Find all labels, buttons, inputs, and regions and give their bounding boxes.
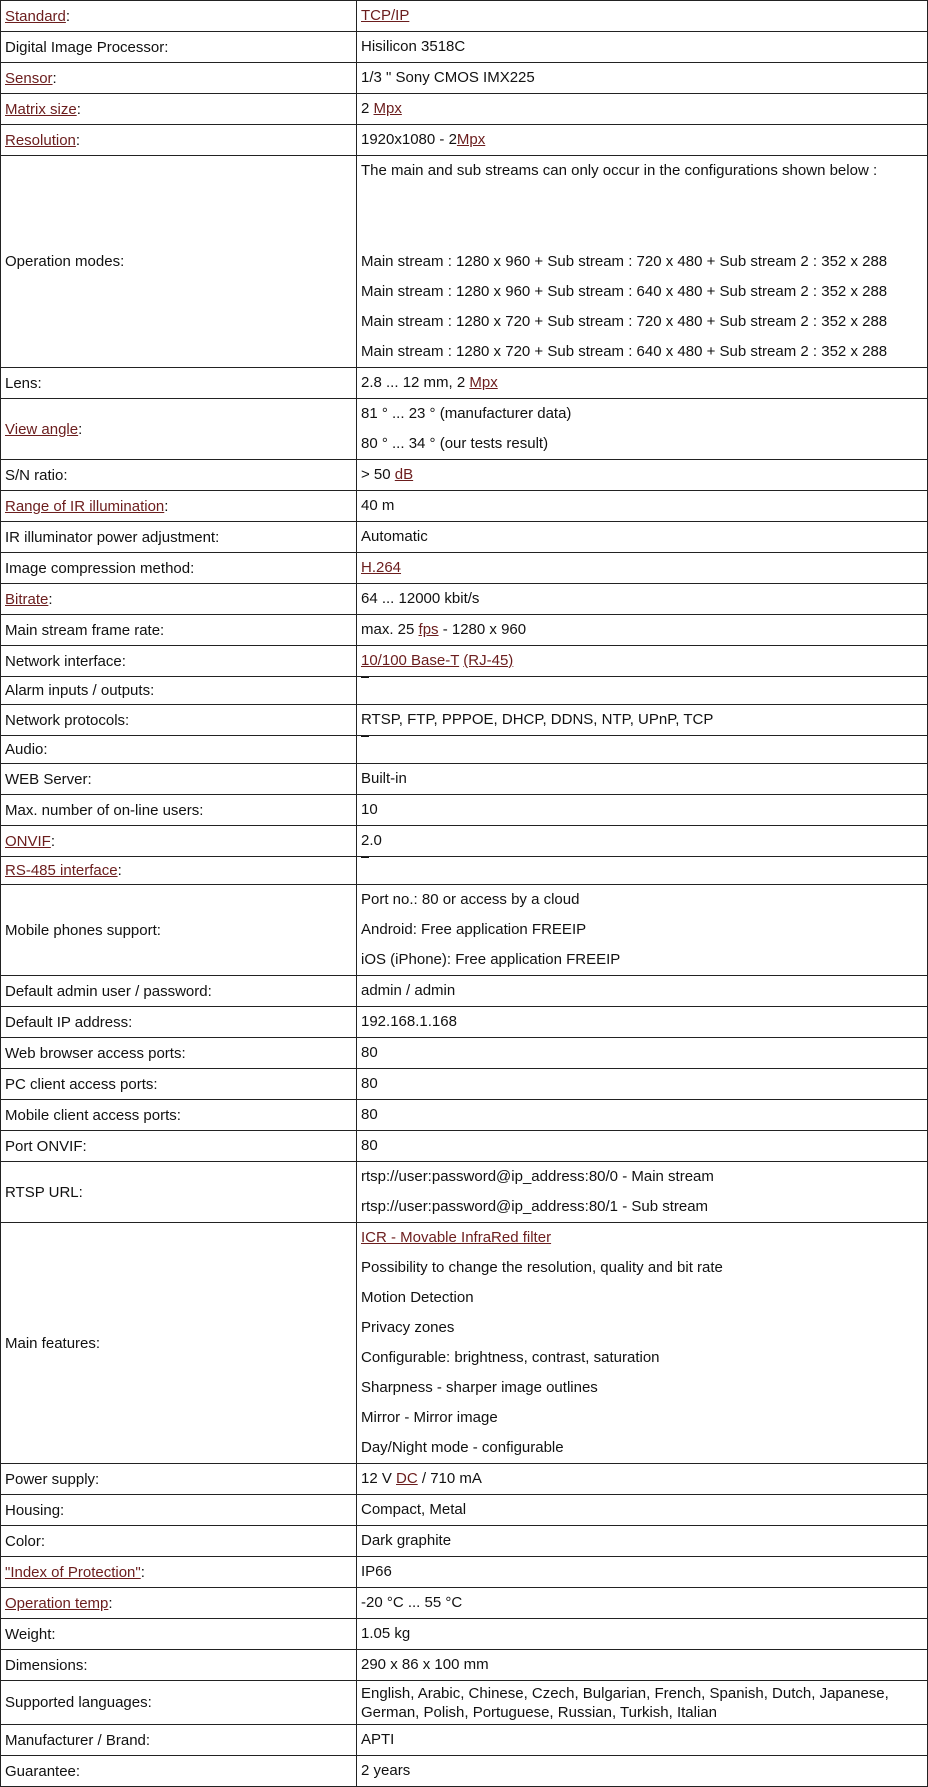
spec-row-web-browser-access-ports	[1, 1038, 928, 1069]
spec-value-line	[361, 705, 923, 735]
spec-label-suffix: :	[117, 862, 122, 879]
spec-label: Weight:	[5, 1625, 56, 1643]
spec-label-cell	[1, 553, 357, 584]
spec-row-operation-modes	[1, 156, 928, 368]
spec-label: Port ONVIF:	[5, 1137, 87, 1155]
spec-label-cell	[1, 885, 357, 976]
spec-label-cell	[1, 1038, 357, 1069]
spec-label-cell	[1, 795, 357, 826]
spec-value-text: APTI	[361, 1731, 395, 1748]
spec-value-cell	[357, 1007, 928, 1038]
spec-value-line	[361, 1162, 923, 1192]
spec-row-standard	[1, 1, 928, 32]
spec-value-text: Android: Free application FREEIP	[361, 921, 587, 938]
spec-label-link[interactable]: View angle	[5, 420, 79, 438]
spec-value-text: 2.0	[361, 832, 382, 849]
spec-label: RTSP URL:	[5, 1183, 83, 1201]
spec-label-link[interactable]: Sensor	[5, 69, 53, 87]
spec-label-cell	[1, 63, 357, 94]
spec-value-text: 10	[361, 801, 378, 818]
spec-value-line	[361, 885, 923, 915]
spec-value-text: Main stream : 1280 x 720 + Sub stream : 720 x 480 + Sub stream 2 : 352 x 288	[361, 313, 888, 330]
spec-label-cell	[1, 368, 357, 399]
spec-label: Web browser access ports:	[5, 1044, 186, 1062]
spec-value-cell	[357, 63, 928, 94]
line-gap	[361, 186, 923, 247]
spec-label: Color:	[5, 1532, 46, 1550]
spec-value-line	[361, 615, 923, 645]
spec-value-line	[361, 1433, 923, 1463]
spec-label: Operation modes:	[5, 253, 125, 270]
spec-value-line	[361, 1343, 923, 1373]
spec-value-line	[361, 460, 923, 490]
spec-label-cell	[1, 1557, 357, 1588]
spec-value-link[interactable]: fps	[418, 621, 439, 638]
spec-value-cell	[357, 399, 928, 460]
spec-row-mobile-client-access-ports	[1, 1100, 928, 1131]
spec-value-text: Main stream : 1280 x 960 + Sub stream : 720 x 480 + Sub stream 2 : 352 x 288	[361, 253, 888, 270]
spec-label: Dimensions:	[5, 1656, 88, 1674]
spec-value-text: Hisilicon 3518C	[361, 38, 466, 55]
spec-value-text: IP66	[361, 1563, 392, 1580]
spec-label: Housing:	[5, 1501, 65, 1519]
spec-label: Supported languages:	[5, 1694, 152, 1711]
spec-value-text: 80	[361, 1106, 378, 1123]
spec-value-line	[361, 1131, 923, 1161]
spec-value-cell	[357, 1557, 928, 1588]
spec-value-text: 1.05 kg	[361, 1625, 411, 1642]
spec-label-cell	[1, 615, 357, 646]
spec-value-text: 2	[361, 100, 374, 117]
spec-label-link[interactable]: Matrix size	[5, 100, 77, 118]
spec-value-line	[361, 1588, 923, 1618]
spec-value-text: 290 x 86 x 100 mm	[361, 1656, 489, 1673]
spec-value-cell	[357, 677, 928, 705]
spec-value-text: > 50	[361, 466, 395, 483]
spec-value-text: 1920x1080 - 2	[361, 131, 457, 148]
spec-value-cell	[357, 885, 928, 976]
spec-value-text: 80	[361, 1075, 378, 1092]
spec-label-cell	[1, 976, 357, 1007]
spec-value-line	[361, 1007, 923, 1037]
spec-label-cell	[1, 1650, 357, 1681]
spec-label: PC client access ports:	[5, 1075, 158, 1093]
spec-label-cell	[1, 764, 357, 795]
spec-row-alarm-inputs-outputs	[1, 677, 928, 705]
spec-value-cell	[357, 764, 928, 795]
spec-row-operation-temp	[1, 1588, 928, 1619]
spec-value-cell	[357, 1495, 928, 1526]
spec-label-cell	[1, 584, 357, 615]
spec-value-text: admin / admin	[361, 982, 456, 999]
spec-value-line	[361, 1526, 923, 1556]
spec-label: Main stream frame rate:	[5, 621, 165, 639]
spec-value-cell	[357, 1756, 928, 1787]
spec-value-cell	[357, 1588, 928, 1619]
spec-value-text: RTSP, FTP, PPPOE, DHCP, DDNS, NTP, UPnP, TCP	[361, 711, 714, 728]
spec-label: S/N ratio:	[5, 466, 68, 484]
spec-row-rs-485-interface	[1, 857, 928, 885]
spec-value-text: rtsp://user:password@ip_address:80/0 - Main stream	[361, 1168, 714, 1185]
spec-label-cell	[1, 705, 357, 736]
spec-value-text: rtsp://user:password@ip_address:80/1 - Sub stream	[361, 1198, 709, 1215]
spec-value-text: 64 ... 12000 kbit/s	[361, 590, 480, 607]
spec-value-line	[361, 277, 923, 307]
spec-label-cell	[1, 1069, 357, 1100]
spec-value-line	[361, 1192, 923, 1222]
spec-label-cell	[1, 32, 357, 63]
spec-label-cell	[1, 399, 357, 460]
spec-value-text: 192.168.1.168	[361, 1013, 457, 1030]
spec-value-cell	[357, 1650, 928, 1681]
spec-row-lens	[1, 368, 928, 399]
spec-value-text: Main stream : 1280 x 960 + Sub stream : 640 x 480 + Sub stream 2 : 352 x 288	[361, 283, 888, 300]
spec-value-line	[361, 1253, 923, 1283]
spec-row-audio	[1, 736, 928, 764]
spec-value-line	[361, 1681, 923, 1724]
spec-value-line	[361, 399, 923, 429]
spec-label-cell	[1, 646, 357, 677]
spec-label-link[interactable]: RS-485 interface	[5, 862, 118, 879]
spec-value-text: Port no.: 80 or access by a cloud	[361, 891, 580, 908]
spec-value-link[interactable]: DC	[396, 1470, 418, 1487]
spec-label-cell	[1, 1495, 357, 1526]
spec-label-cell	[1, 857, 357, 885]
spec-value-line	[361, 646, 923, 676]
spec-label: Power supply:	[5, 1470, 100, 1488]
spec-value-text: 80	[361, 1137, 378, 1154]
spec-value-line	[361, 1756, 923, 1786]
spec-label-cell	[1, 1223, 357, 1464]
spec-value-cell	[357, 1725, 928, 1756]
spec-value-cell	[357, 125, 928, 156]
spec-value-text: 80	[361, 1044, 378, 1061]
spec-label: Main features:	[5, 1334, 101, 1352]
spec-label-link[interactable]: Bitrate	[5, 590, 49, 608]
spec-label: Mobile client access ports:	[5, 1106, 181, 1124]
spec-row-max-number-of-on-line-users	[1, 795, 928, 826]
spec-value-link[interactable]: Mpx	[373, 100, 402, 117]
spec-label-cell	[1, 736, 357, 764]
spec-label: Digital Image Processor:	[5, 38, 169, 56]
spec-value-link[interactable]: dB	[394, 466, 414, 483]
spec-value-line	[361, 1650, 923, 1680]
spec-label-suffix: :	[108, 1594, 113, 1612]
spec-label: Default IP address:	[5, 1013, 133, 1031]
spec-value-cell	[357, 1100, 928, 1131]
spec-value-line	[361, 63, 923, 93]
spec-row-default-ip-address	[1, 1007, 928, 1038]
spec-label-cell	[1, 826, 357, 857]
spec-value-text: max. 25	[361, 621, 419, 638]
spec-value-cell	[357, 857, 928, 885]
spec-value-text: 2 years	[361, 1762, 411, 1779]
spec-label-suffix: :	[140, 1563, 145, 1581]
spec-value-line	[361, 1373, 923, 1403]
spec-value-cell	[357, 1038, 928, 1069]
spec-row-bitrate	[1, 584, 928, 615]
spec-value-cell	[357, 736, 928, 764]
spec-value-text: 1/3 " Sony CMOS IMX225	[361, 69, 535, 86]
spec-value-line	[361, 125, 923, 155]
spec-row-index-of-protection	[1, 1557, 928, 1588]
spec-value-text: Sharpness - sharper image outlines	[361, 1379, 598, 1396]
spec-row-power-supply	[1, 1464, 928, 1495]
spec-value-line	[361, 1495, 923, 1525]
spec-label-cell	[1, 1162, 357, 1223]
spec-row-matrix-size	[1, 94, 928, 125]
spec-value-cell	[357, 1526, 928, 1557]
spec-label-suffix: :	[78, 420, 83, 438]
spec-value-text: 12 V	[361, 1470, 397, 1487]
spec-value-line	[361, 584, 923, 614]
spec-label: IR illuminator power adjustment:	[5, 528, 220, 546]
spec-value-text: Privacy zones	[361, 1319, 455, 1336]
spec-value-line	[361, 307, 923, 337]
spec-row-weight	[1, 1619, 928, 1650]
spec-value-link[interactable]: Mpx	[469, 374, 498, 391]
spec-row-rtsp-url	[1, 1162, 928, 1223]
spec-label-suffix: :	[48, 590, 53, 608]
spec-value-text: 81 ° ... 23 ° (manufacturer data)	[361, 405, 572, 422]
spec-value-line	[361, 1100, 923, 1130]
spec-value-text: Dark graphite	[361, 1532, 452, 1549]
empty-dash	[361, 677, 369, 678]
spec-value-link[interactable]: TCP/IP	[361, 7, 410, 24]
spec-row-view-angle	[1, 399, 928, 460]
spec-label: Lens:	[5, 374, 42, 392]
spec-value-line	[361, 1557, 923, 1587]
spec-row-dimensions	[1, 1650, 928, 1681]
spec-value-cell	[357, 1619, 928, 1650]
spec-label-suffix: :	[52, 69, 57, 87]
spec-label-cell	[1, 125, 357, 156]
spec-value-line	[361, 156, 923, 186]
spec-value-link[interactable]: 10/100 Base-T	[361, 652, 460, 669]
spec-row-main-features	[1, 1223, 928, 1464]
spec-label-cell	[1, 1588, 357, 1619]
spec-row-port-onvif	[1, 1131, 928, 1162]
spec-value-text: The main and sub streams can only occur in the configurations shown below :	[361, 162, 878, 179]
spec-value-link[interactable]: Mpx	[456, 131, 486, 148]
spec-label-cell	[1, 1, 357, 32]
spec-value-text: -20 °C ... 55 °C	[361, 1594, 463, 1611]
spec-label-cell	[1, 1007, 357, 1038]
spec-value-line	[361, 491, 923, 521]
spec-label: Image compression method:	[5, 559, 195, 577]
spec-value-line	[361, 1619, 923, 1649]
spec-row-guarantee	[1, 1756, 928, 1787]
spec-label-link[interactable]: Standard	[5, 7, 66, 25]
spec-value-text: 40 m	[361, 497, 395, 514]
spec-value-line	[361, 1038, 923, 1068]
spec-value-line	[361, 368, 923, 398]
spec-value-line	[361, 1283, 923, 1313]
spec-value-line	[361, 1464, 923, 1494]
specifications-table-body	[1, 1, 928, 1787]
spec-value-line	[361, 945, 923, 975]
spec-label-link[interactable]: "Index of Protection"	[5, 1563, 141, 1581]
spec-row-range-of-ir-illumination	[1, 491, 928, 522]
spec-label: Manufacturer / Brand:	[5, 1731, 151, 1749]
empty-dash	[361, 736, 369, 737]
spec-label-cell	[1, 1464, 357, 1495]
spec-value-cell	[357, 491, 928, 522]
spec-value-cell	[357, 646, 928, 677]
spec-value-line	[361, 429, 923, 459]
spec-value-text: Compact, Metal	[361, 1501, 467, 1518]
spec-value-line	[361, 826, 923, 856]
spec-value-line	[361, 94, 923, 124]
spec-row-s-n-ratio	[1, 460, 928, 491]
spec-value-cell	[357, 1069, 928, 1100]
spec-label-cell	[1, 1100, 357, 1131]
spec-value-cell	[357, 826, 928, 857]
spec-value-text: Mirror - Mirror image	[361, 1409, 498, 1426]
spec-row-ir-illuminator-power-adjustment	[1, 522, 928, 553]
spec-row-network-interface	[1, 646, 928, 677]
spec-value-line	[361, 337, 923, 367]
spec-value-line	[361, 795, 923, 825]
spec-row-main-stream-frame-rate	[1, 615, 928, 646]
spec-label-link[interactable]: ONVIF	[5, 832, 51, 850]
spec-label-cell	[1, 677, 357, 705]
spec-value-link[interactable]: (RJ-45)	[463, 652, 514, 669]
spec-row-manufacturer-brand	[1, 1725, 928, 1756]
spec-value-line	[361, 1725, 923, 1755]
spec-value-line	[361, 247, 923, 277]
spec-label-suffix: :	[50, 832, 56, 850]
spec-value-line	[361, 1223, 923, 1253]
spec-row-digital-image-processor	[1, 32, 928, 63]
spec-row-onvif	[1, 826, 928, 857]
spec-value-link[interactable]: H.264	[361, 559, 402, 576]
spec-row-web-server	[1, 764, 928, 795]
spec-label-cell	[1, 1619, 357, 1650]
spec-value-text: Main stream : 1280 x 720 + Sub stream : 640 x 480 + Sub stream 2 : 352 x 288	[361, 343, 888, 360]
spec-value-line	[361, 1069, 923, 1099]
spec-label-suffix: :	[164, 497, 169, 515]
spec-value-line	[361, 976, 923, 1006]
spec-value-text: Automatic	[361, 528, 428, 545]
spec-value-cell	[357, 368, 928, 399]
spec-row-sensor	[1, 63, 928, 94]
spec-label: Network interface:	[5, 652, 126, 670]
spec-value-text: 80 ° ... 34 ° (our tests result)	[361, 435, 549, 452]
spec-value-line	[361, 32, 923, 62]
spec-value-line	[361, 522, 923, 552]
spec-value-line	[361, 1403, 923, 1433]
spec-value-cell	[357, 156, 928, 368]
spec-value-cell	[357, 705, 928, 736]
spec-value-text: Motion Detection	[361, 1289, 474, 1306]
spec-label-suffix: :	[65, 7, 71, 25]
spec-value-text: English, Arabic, Chinese, Czech, Bulgarian, French, Spanish, Dutch, Japanese, German, Polish, Portuguese, Russian, Turkish, Italian	[361, 1685, 889, 1721]
spec-value-text: 2.8 ... 12 mm, 2	[361, 374, 470, 391]
spec-value-line	[361, 553, 923, 583]
spec-value-cell	[357, 1464, 928, 1495]
spec-row-image-compression-method	[1, 553, 928, 584]
spec-value-cell	[357, 1223, 928, 1464]
spec-label-cell	[1, 460, 357, 491]
spec-label-cell	[1, 1756, 357, 1787]
spec-value-line	[361, 1313, 923, 1343]
spec-label: Audio:	[5, 741, 48, 758]
spec-value-cell	[357, 976, 928, 1007]
spec-label-link[interactable]: Range of IR illumination	[5, 497, 165, 515]
spec-label: Guarantee:	[5, 1762, 81, 1780]
spec-row-default-admin-user-password	[1, 976, 928, 1007]
spec-value-cell	[357, 1162, 928, 1223]
spec-value-line	[361, 764, 923, 794]
spec-label: WEB Server:	[5, 770, 92, 788]
spec-value-cell	[357, 584, 928, 615]
spec-label-cell	[1, 1725, 357, 1756]
spec-value-cell	[357, 460, 928, 491]
spec-value-line	[361, 915, 923, 945]
spec-label: Max. number of on-line users:	[5, 801, 204, 819]
spec-value-cell	[357, 94, 928, 125]
spec-label-suffix: :	[75, 131, 81, 149]
spec-value-text: Configurable: brightness, contrast, saturation	[361, 1349, 660, 1366]
spec-value-line	[361, 1, 923, 31]
spec-label-cell	[1, 156, 357, 368]
spec-label: Mobile phones support:	[5, 921, 161, 939]
spec-value-cell	[357, 553, 928, 584]
spec-label-link[interactable]: Operation temp	[5, 1594, 109, 1612]
spec-value-text: Day/Night mode - configurable	[361, 1439, 564, 1456]
spec-value-link[interactable]: ICR - Movable InfraRed filter	[361, 1229, 552, 1246]
spec-label-cell	[1, 1131, 357, 1162]
spec-value-cell	[357, 522, 928, 553]
spec-row-network-protocols	[1, 705, 928, 736]
spec-value-text: Built-in	[361, 770, 407, 787]
spec-row-pc-client-access-ports	[1, 1069, 928, 1100]
spec-value-cell	[357, 1681, 928, 1725]
spec-label-cell	[1, 1526, 357, 1557]
spec-label-cell	[1, 522, 357, 553]
spec-value-cell	[357, 615, 928, 646]
spec-row-color	[1, 1526, 928, 1557]
spec-value-text: - 1280 x 960	[438, 621, 527, 638]
spec-label: Network protocols:	[5, 711, 130, 729]
spec-row-housing	[1, 1495, 928, 1526]
spec-label-cell	[1, 1681, 357, 1725]
spec-label-cell	[1, 491, 357, 522]
spec-label-suffix: :	[76, 100, 81, 118]
spec-value-text: iOS (iPhone): Free application FREEIP	[361, 951, 621, 968]
spec-label-cell	[1, 94, 357, 125]
spec-label-link[interactable]: Resolution	[5, 131, 76, 149]
spec-value-cell	[357, 32, 928, 63]
spec-row-mobile-phones-support	[1, 885, 928, 976]
spec-label: Alarm inputs / outputs:	[5, 682, 155, 699]
spec-row-supported-languages	[1, 1681, 928, 1725]
spec-value-text: / 710 mA	[417, 1470, 482, 1487]
spec-value-cell	[357, 1, 928, 32]
spec-value-text: Possibility to change the resolution, quality and bit rate	[361, 1259, 723, 1276]
empty-dash	[361, 857, 369, 858]
spec-value-cell	[357, 1131, 928, 1162]
spec-label: Default admin user / password:	[5, 982, 212, 1000]
spec-value-cell	[357, 795, 928, 826]
spec-row-resolution	[1, 125, 928, 156]
